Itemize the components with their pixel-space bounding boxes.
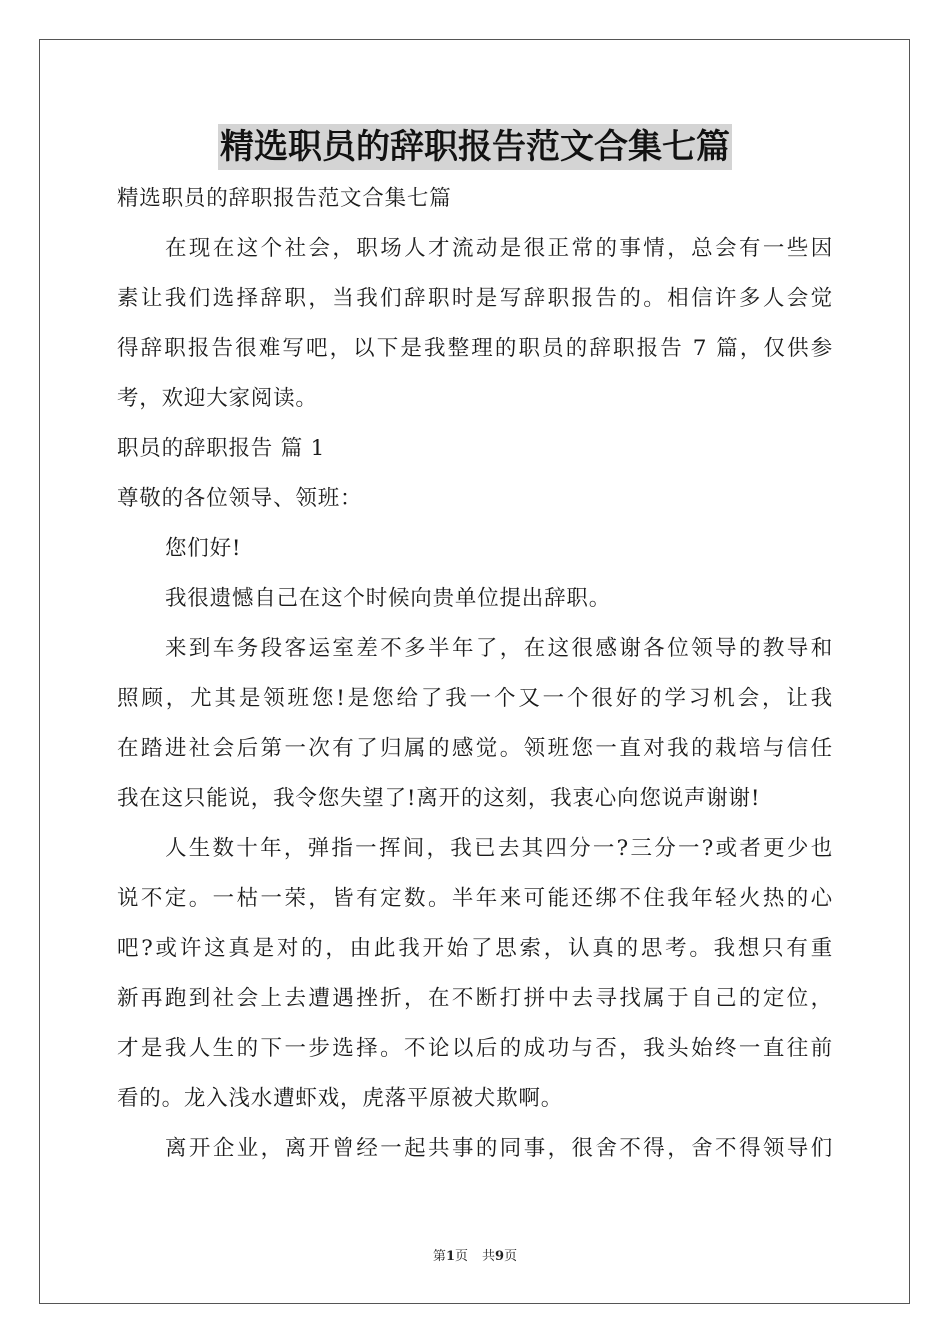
text-line: 尊敬的各位领导、领班： [117, 486, 363, 511]
text-line: 看的。龙入浅水遭虾戏，虎落平原被犬欺啊。 [117, 1086, 564, 1111]
text-line: 素让我们选择辞职，当我们辞职时是写辞职报告的。相信许多人会觉 [117, 286, 833, 311]
title-block [0, 124, 950, 170]
text-line: 在踏进社会后第一次有了归属的感觉。领班您一直对我的栽培与信任 [117, 736, 833, 761]
document-title: 精选职员的辞职报告范文合集七篇 [218, 124, 732, 170]
text-line: 您们好! [165, 536, 242, 561]
text-line: 精选职员的辞职报告范文合集七篇 [117, 186, 452, 211]
text-line: 得辞职报告很难写吧，以下是我整理的职员的辞职报告 7 篇，仅供参 [117, 336, 833, 361]
text-line: 说不定。一枯一荣，皆有定数。半年来可能还绑不住我年轻火热的心 [117, 886, 833, 911]
document-body [117, 181, 833, 1181]
total-prefix: 共 [482, 1249, 496, 1264]
text-line: 考，欢迎大家阅读。 [117, 386, 318, 411]
text-line: 离开企业，离开曾经一起共事的同事，很舍不得，舍不得领导们 [165, 1136, 833, 1161]
total-suffix: 页 [504, 1249, 518, 1264]
text-line: 吧?或许这真是对的，由此我开始了思索，认真的思考。我想只有重 [117, 936, 833, 961]
page-suffix: 页 [454, 1249, 468, 1264]
text-line: 照顾，尤其是领班您!是您给了我一个又一个很好的学习机会，让我 [117, 686, 833, 711]
text-line: 职员的辞职报告 篇 1 [117, 436, 326, 461]
page-footer [0, 1245, 950, 1264]
text-line: 新再跑到社会上去遭遇挫折，在不断打拼中去寻找属于自己的定位， [117, 986, 833, 1011]
text-line: 来到车务段客运室差不多半年了，在这很感谢各位领导的教导和 [165, 636, 833, 661]
text-line: 才是我人生的下一步选择。不论以后的成功与否，我头始终一直往前 [117, 1036, 833, 1061]
text-line: 我在这只能说，我令您失望了!离开的这刻，我衷心向您说声谢谢! [117, 786, 761, 811]
page-number: 1 [445, 1249, 455, 1264]
text-line: 人生数十年，弹指一挥间，我已去其四分一?三分一?或者更少也 [165, 836, 833, 861]
page-prefix: 第 [432, 1249, 446, 1264]
text-line: 我很遗憾自己在这个时候向贵单位提出辞职。 [165, 586, 612, 611]
text-line: 在现在这个社会，职场人才流动是很正常的事情，总会有一些因 [165, 236, 833, 261]
page-total: 9 [495, 1249, 505, 1264]
